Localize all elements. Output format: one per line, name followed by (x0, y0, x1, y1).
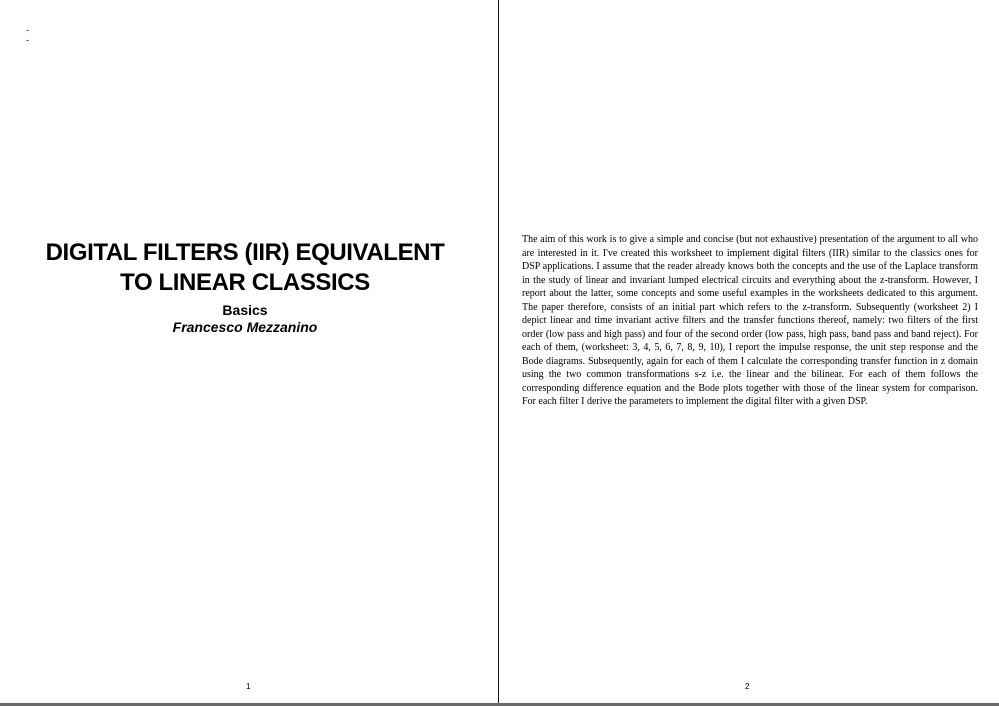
margin-mark: - (26, 25, 29, 35)
document-author: Francesco Mezzanino (172, 319, 318, 335)
title-block (0, 238, 490, 336)
document-subtitle: Basics (222, 302, 268, 318)
page-number-2: 2 (745, 682, 750, 691)
document-title-line-2: TO LINEAR CLASSICS (120, 269, 370, 296)
page-2 (499, 0, 999, 703)
page-1 (0, 0, 498, 703)
page-number-1: 1 (246, 682, 251, 691)
margin-mark: - (26, 35, 29, 45)
abstract-paragraph: The aim of this work is to give a simple and concise (but not exhaustive) presentation of the argument to all who are interested in it. I've created this worksheet to implement digital filters (IIR) similar to the classics ones for DSP applications. I assume that the reader already knows both the concepts and the use of the Laplace transform in the study of linear and invariant lumped electrical circuits and everything about the z-transform. However, I report about the latter, some concepts and some useful examples in the worksheets dedicated to this argument. The paper therefore, consists of an initial part which refers to the z-transform. Subsequently (worksheet 2) I depict linear and time invariant active filters and the transfer functions thereof, namely: two filters of the first order (low pass and high pass) and four of the second order (low pass, high pass, band pass and band reject). For each of them, (worksheet: 3, 4, 5, 6, 7, 8, 9, 10), I report the impulse response, the unit step response and the Bode diagrams. Subsequently, again for each of them I calculate the corresponding transfer function in z domain using the two common transformations s-z i.e. the linear and the bilinear. For each of them follows the corresponding difference equation and the Bode plots together with those of the linear system for comparison. For each filter I derive the parameters to implement the digital filter with a given DSP. (522, 234, 978, 407)
document-title-line-1: DIGITAL FILTERS (IIR) EQUIVALENT (45, 239, 445, 266)
margin-marks (26, 25, 29, 45)
